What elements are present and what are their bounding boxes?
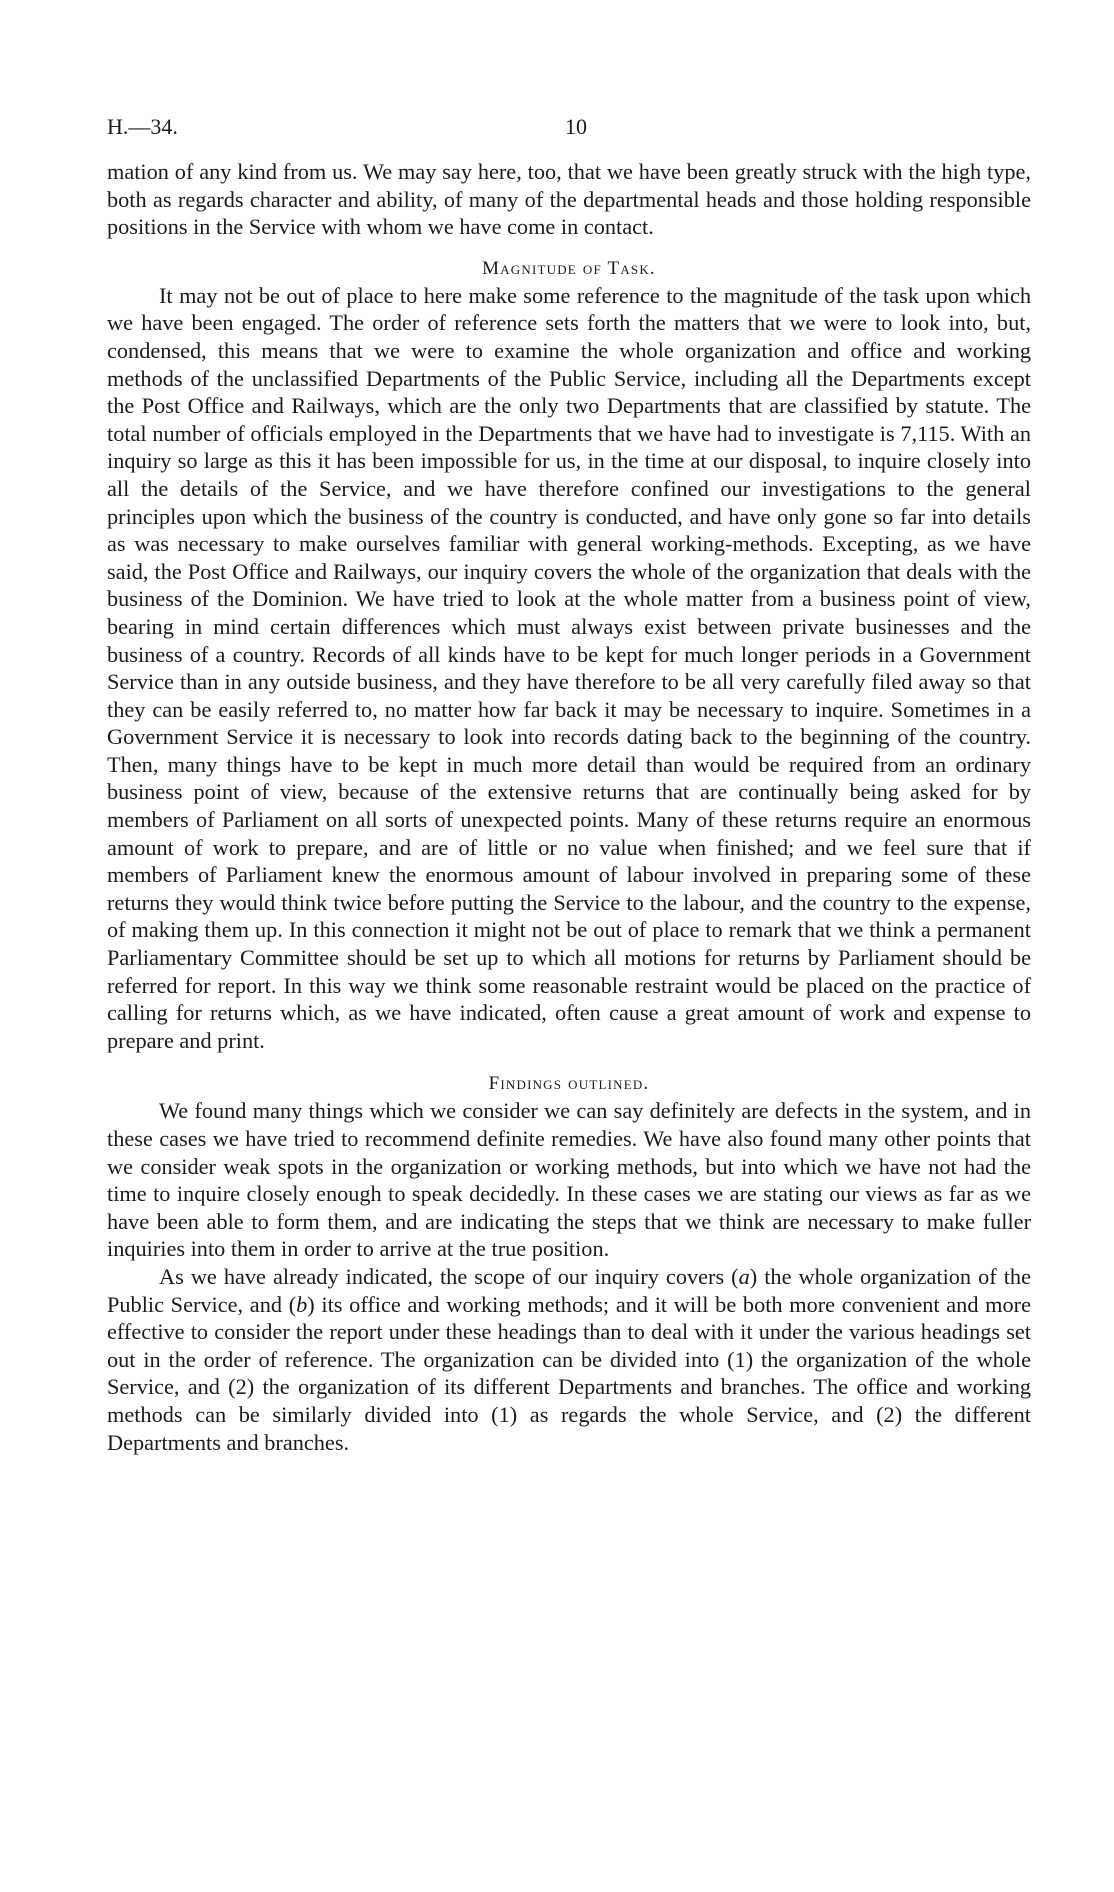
list-marker-b: b — [296, 1291, 308, 1317]
list-marker-a: a — [738, 1263, 750, 1289]
findings-paragraph-2-text-2: ) the whole organization of the Public Service, and ( — [107, 1263, 1031, 1317]
section-heading-findings: Findings outlined. — [488, 1073, 650, 1095]
findings-paragraph-1: We found many things which we consider we can say definitely are defects in the system, and in these cases we have tried to recommend definite remedies. We have also found many other points that we consider weak spots in the organization or working methods, but into which we have not had the time to inquire closely enough to speak decidedly. In these cases we are stating our views as far as we have been able to form them, and are indicating the steps that we think are necessary to make fuller inquiries into them in order to arrive at the true position. — [107, 1098, 1031, 1262]
intro-paragraph: mation of any kind from us. We may say here, too, that we have been greatly struck with the high type, both as regards character and ability, of many of the departmental heads and those holding responsible positions in the Service with whom we have come in contact. — [107, 159, 1031, 240]
findings-paragraph-2-text-1: As we have already indicated, the scope of our inquiry covers ( — [159, 1263, 739, 1289]
page-number: 10 — [565, 114, 587, 139]
document-reference: H.—34. — [107, 114, 178, 139]
document-page — [107, 112, 1031, 1456]
running-head — [107, 112, 1031, 142]
findings-paragraph-2-text-3: ) its office and working methods; and it will be both more convenient and more effective to consider the report under these headings than to deal with it under the various headings set out in the order of reference. The organization can be divided into (1) the organization of the whole Service, and (2) the organization of its different Departments and branches. The office and working methods can be similarly divided into (1) as regards the whole Service, and (2) the different Departments and branches. — [107, 1291, 1031, 1455]
body-text — [107, 158, 1031, 1456]
findings-paragraph-2 — [107, 1263, 1031, 1456]
magnitude-paragraph: It may not be out of place to here make some reference to the magnitude of the task upon which we have been engaged. The order of reference sets forth the matters that we were to look into, but, condensed, this means that we were to examine the whole organization and office and working methods of the unclassified Departments of the Public Service, including all the Departments except the Post Office and Railways, which are the only two Departments that are classified by statute. The total number of officials employed in the Departments that we have had to investigate is 7,115. With an inquiry so large as this it has been impossible for us, in the time at our disposal, to inquire closely into all the details of the Service, and we have therefore confined our investigations to the general principles upon which the business of the country is conducted, and have only gone so far into details as was necessary to make ourselves familiar with general working-methods. Excepting, as we have said, the Post Office and Railways, our inquiry covers the whole of the organization that deals with the business of the Dominion. We have tried to look at the whole matter from a business point of view, bearing in mind certain differences which must always exist between private businesses and the business of a country. Records of all kinds have to be kept for much longer periods in a Government Service than in any outside business, and they have therefore to be all very carefully filed away so that they can be easily referred to, no matter how far back it may be necessary to inquire. Sometimes in a Government Service it is necessary to look into records dating back to the beginning of the country. Then, many things have to be kept in much more detail than would be required from an ordinary business point of view, because of the extensive returns that are continually being asked for by members of Parliament on all sorts of unexpected points. Many of these returns require an enormous amount of work to prepare, and are of little or no value when finished; and we feel sure that if members of Parliament knew the enormous amount of labour involved in preparing some of these returns they would think twice before putting the Service to the labour, and the country to the expense, of making them up. In this connection it might not be out of place to remark that we think a permanent Parliamentary Committee should be set up to which all motions for returns by Parliament should be referred for report. In this way we think some reasonable restraint would be placed on the practice of calling for returns which, as we have indicated, often cause a great amount of work and expense to prepare and print. — [107, 282, 1031, 1053]
section-heading-magnitude: Magnitude of Task. — [482, 257, 656, 279]
